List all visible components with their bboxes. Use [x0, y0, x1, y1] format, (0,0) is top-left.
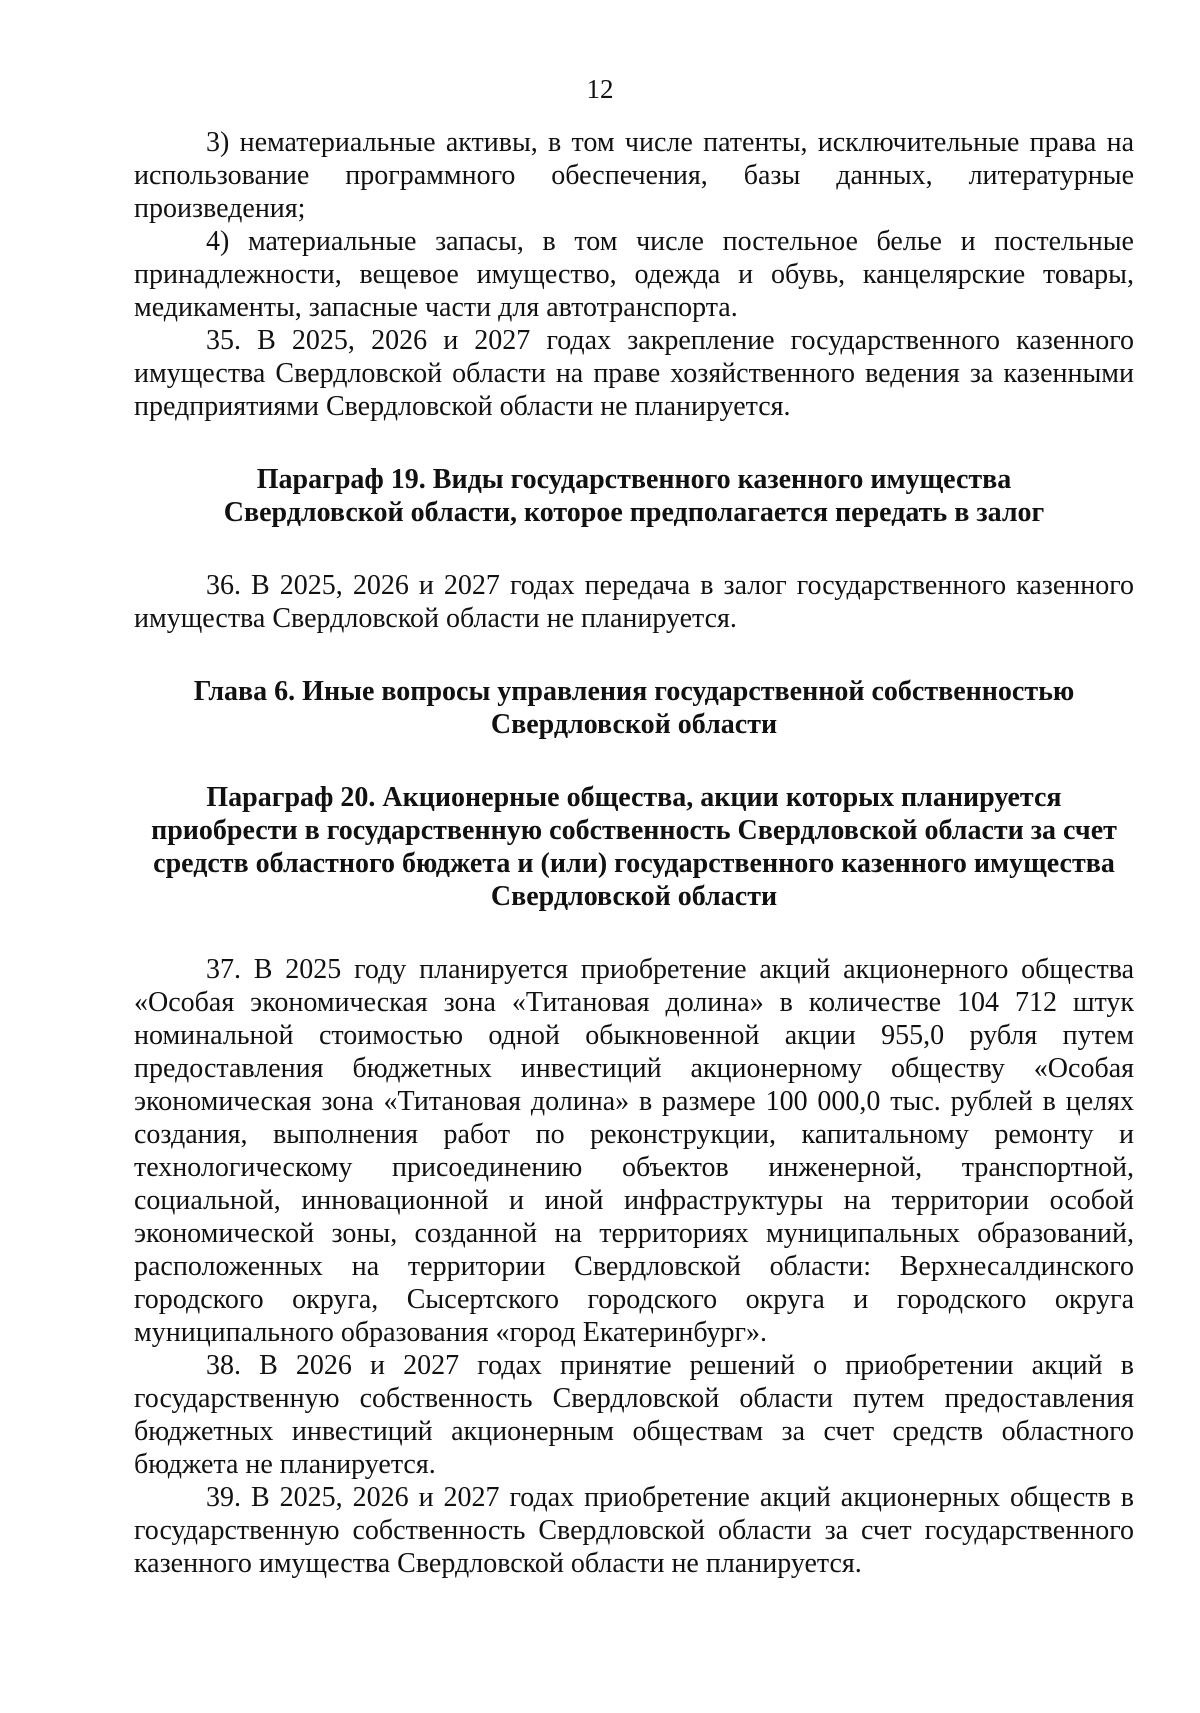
heading-chapter-6 [134, 675, 1134, 741]
clause-37: 37. В 2025 году планируется приобретение акций акционерного общества «Особая экономическая зона «Титановая долина» в количестве 104 712 штук номинальной стоимостью одной обыкновенной акции 955,0 рубля путем предоставления бюджетных инвестиций акционерному обществу «Особая экономическая зона «Титановая долина» в размере 100 000,0 тыс. рублей в целях создания, выполнения работ по реконструкции, капитальному ремонту и технологическому присоединению объектов инженерной, транспортной, социальной, инновационной и иной инфраструктуры на территории особой экономической зоны, созданной на территориях муниципальных образований, расположенных на территории Свердловской области: Верхнесалдинского городского округа, Сысертского городского округа и городского округа муниципального образования «город Екатеринбург». [134, 954, 1134, 1348]
spacer [134, 913, 1134, 953]
heading-line: Глава 6. Иные вопросы управления государственной собственностью [193, 676, 1075, 707]
spacer [134, 423, 1134, 463]
page-number: 12 [586, 74, 614, 104]
heading-line: Свердловской области, которое предполагается передать в залог [223, 497, 1045, 528]
spacer [134, 529, 1134, 569]
heading-line: Свердловской области [490, 709, 778, 740]
heading-paragraph-20 [134, 781, 1134, 913]
clause-38: 38. В 2026 и 2027 годах принятие решений о приобретении акций в государственную собственность Свердловской области путем предоставления бюджетных инвестиций акционерным обществам за счет средств областного бюджета не планируется. [134, 1350, 1134, 1480]
document-body [134, 126, 1134, 1580]
heading-line: Параграф 20. Акционерные общества, акции которых планируется [206, 782, 1062, 813]
heading-line: средств областного бюджета и (или) государственного казенного имущества [153, 848, 1115, 879]
spacer [134, 635, 1134, 675]
heading-paragraph-19 [134, 463, 1134, 529]
clause-39: 39. В 2025, 2026 и 2027 годах приобретение акций акционерных обществ в государственную собственность Свердловской области за счет государственного казенного имущества Свердловской области не планируется. [134, 1482, 1134, 1579]
spacer [134, 741, 1134, 781]
list-item-3: 3) нематериальные активы, в том числе патенты, исключительные права на использование программного обеспечения, базы данных, литературные произведения; [134, 127, 1134, 224]
clause-35: 35. В 2025, 2026 и 2027 годах закрепление государственного казенного имущества Свердловской области на праве хозяйственного ведения за казенными предприятиями Свердловской области не планируется. [134, 325, 1134, 422]
clause-36: 36. В 2025, 2026 и 2027 годах передача в залог государственного казенного имущества Свердловской области не планируется. [134, 570, 1134, 634]
heading-line: Параграф 19. Виды государственного казенного имущества [256, 464, 1012, 495]
heading-line: Свердловской области [490, 881, 778, 912]
list-item-4: 4) материальные запасы, в том числе постельное белье и постельные принадлежности, вещевое имущество, одежда и обувь, канцелярские товары, медикаменты, запасные части для автотранспорта. [134, 226, 1134, 323]
heading-line: приобрести в государственную собственность Свердловской области за счет [151, 815, 1117, 846]
